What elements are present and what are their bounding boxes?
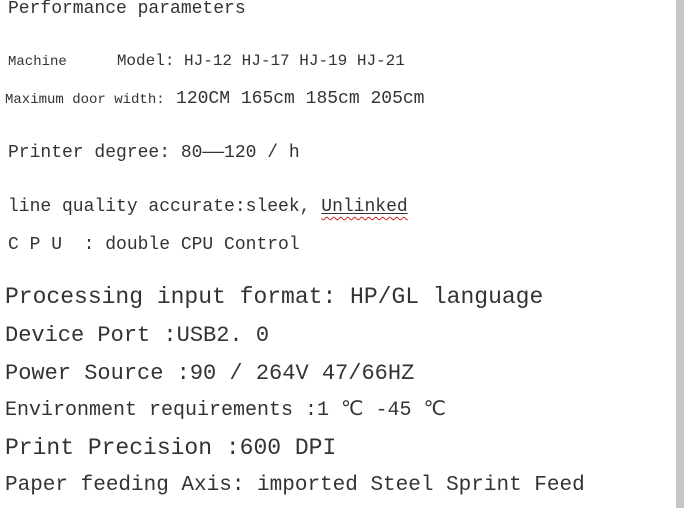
line-quality-row [8, 198, 408, 216]
line-quality-text: line quality accurate:sleek, [8, 197, 322, 217]
door-width-row [5, 90, 424, 108]
door-width-label: Maximum door width: [5, 92, 174, 108]
spec-row-power-source: Power Source :90 / 264V 47/66HZ [5, 361, 415, 386]
spec-row-paper-feeding: Paper feeding Axis: imported Steel Sprint Feed [5, 474, 585, 497]
spec-row-environment: Environment requirements :1 ℃ -45 ℃ [5, 399, 446, 422]
machine-label: Machine [8, 54, 67, 70]
document-heading: Performance parameters [8, 0, 246, 19]
machine-model-row [8, 53, 405, 69]
spec-row-print-precision: Print Precision :600 DPI [5, 435, 337, 461]
door-width-values: 120CM 165cm 185cm 205cm [176, 89, 425, 109]
printer-degree-row: Printer degree: 80——120 / h [8, 143, 300, 163]
machine-model-values: Model: HJ-12 HJ-17 HJ-19 HJ-21 [116, 52, 405, 70]
flagged-word: Unlinked [321, 197, 408, 217]
spellcheck-wavy-underline [321, 197, 407, 217]
spec-row-device-port: Device Port :USB2. 0 [5, 323, 270, 348]
cpu-row: C P U : double CPU Control [8, 235, 300, 255]
spec-row-processing-format: Processing input format: HP/GL language [5, 284, 544, 310]
vertical-scrollbar[interactable] [676, 0, 684, 508]
